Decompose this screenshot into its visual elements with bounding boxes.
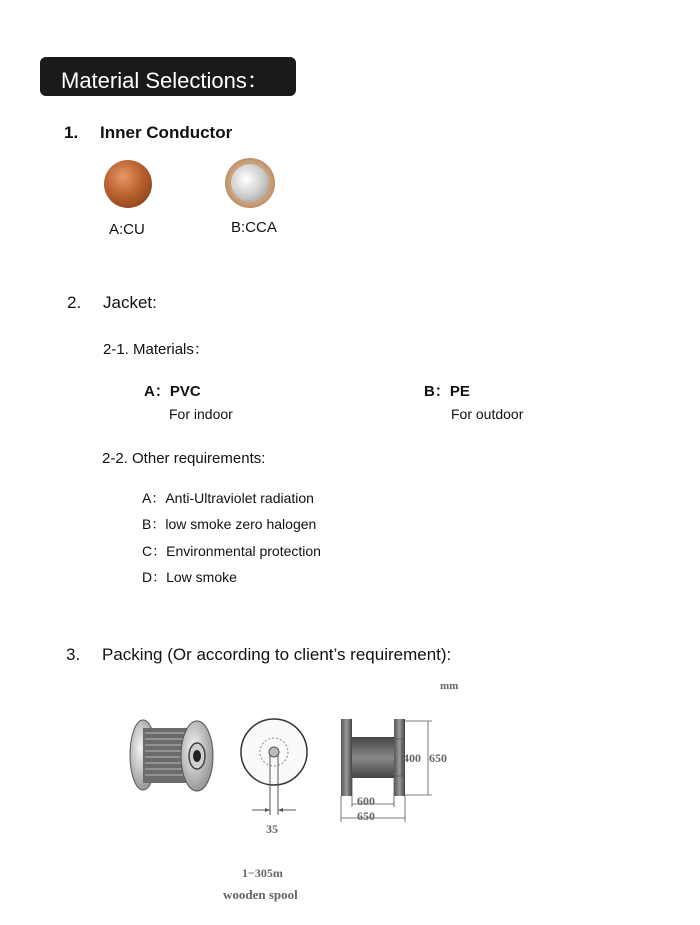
requirement-item: B：low smoke zero halogen <box>142 516 317 532</box>
jacket-heading: Jacket: <box>103 293 157 312</box>
section-number-1: 1. <box>64 123 79 142</box>
requirement-item: A：Anti-Ultraviolet radiation <box>142 490 314 506</box>
spool-type-caption: wooden spool <box>223 887 298 902</box>
inner-conductor-heading: Inner Conductor <box>100 123 233 142</box>
material-note-pvc: For indoor <box>169 406 233 422</box>
spool-front-view-icon <box>232 715 312 825</box>
spool-perspective-icon <box>125 715 217 793</box>
aluminum-core-icon <box>231 164 269 202</box>
packing-heading: Packing (Or according to client’s requirement): <box>102 645 452 664</box>
requirement-item: C：Environmental protection <box>142 543 321 559</box>
outer-height-label: 650 <box>429 751 447 765</box>
material-option-pe: B：PE <box>424 383 470 400</box>
material-option-pvc: A：PVC <box>144 383 201 400</box>
spool-length-caption: 1−305m <box>242 866 283 880</box>
spool-side-view-icon <box>332 712 442 827</box>
requirement-item: D：Low smoke <box>142 569 237 585</box>
inner-width-label: 600 <box>357 794 375 808</box>
unit-label: mm <box>440 680 459 692</box>
materials-subheading: 2-1. Materials： <box>103 341 209 358</box>
section-number-3: 3. <box>66 645 81 664</box>
bore-dimension-label: 35 <box>266 822 278 836</box>
other-requirements-subheading: 2-2. Other requirements: <box>102 450 266 467</box>
copper-clad-aluminum-cross-section-icon <box>225 158 275 208</box>
inner-height-label: 400 <box>403 751 421 765</box>
page-title: Material Selections： <box>61 68 269 93</box>
outer-width-label: 650 <box>357 809 375 823</box>
conductor-option-cu: A:CU <box>109 221 145 238</box>
conductor-option-cca: B:CCA <box>231 219 277 236</box>
section-number-2: 2. <box>67 293 82 312</box>
material-note-pe: For outdoor <box>451 406 524 422</box>
copper-wire-cross-section-icon <box>104 160 152 208</box>
